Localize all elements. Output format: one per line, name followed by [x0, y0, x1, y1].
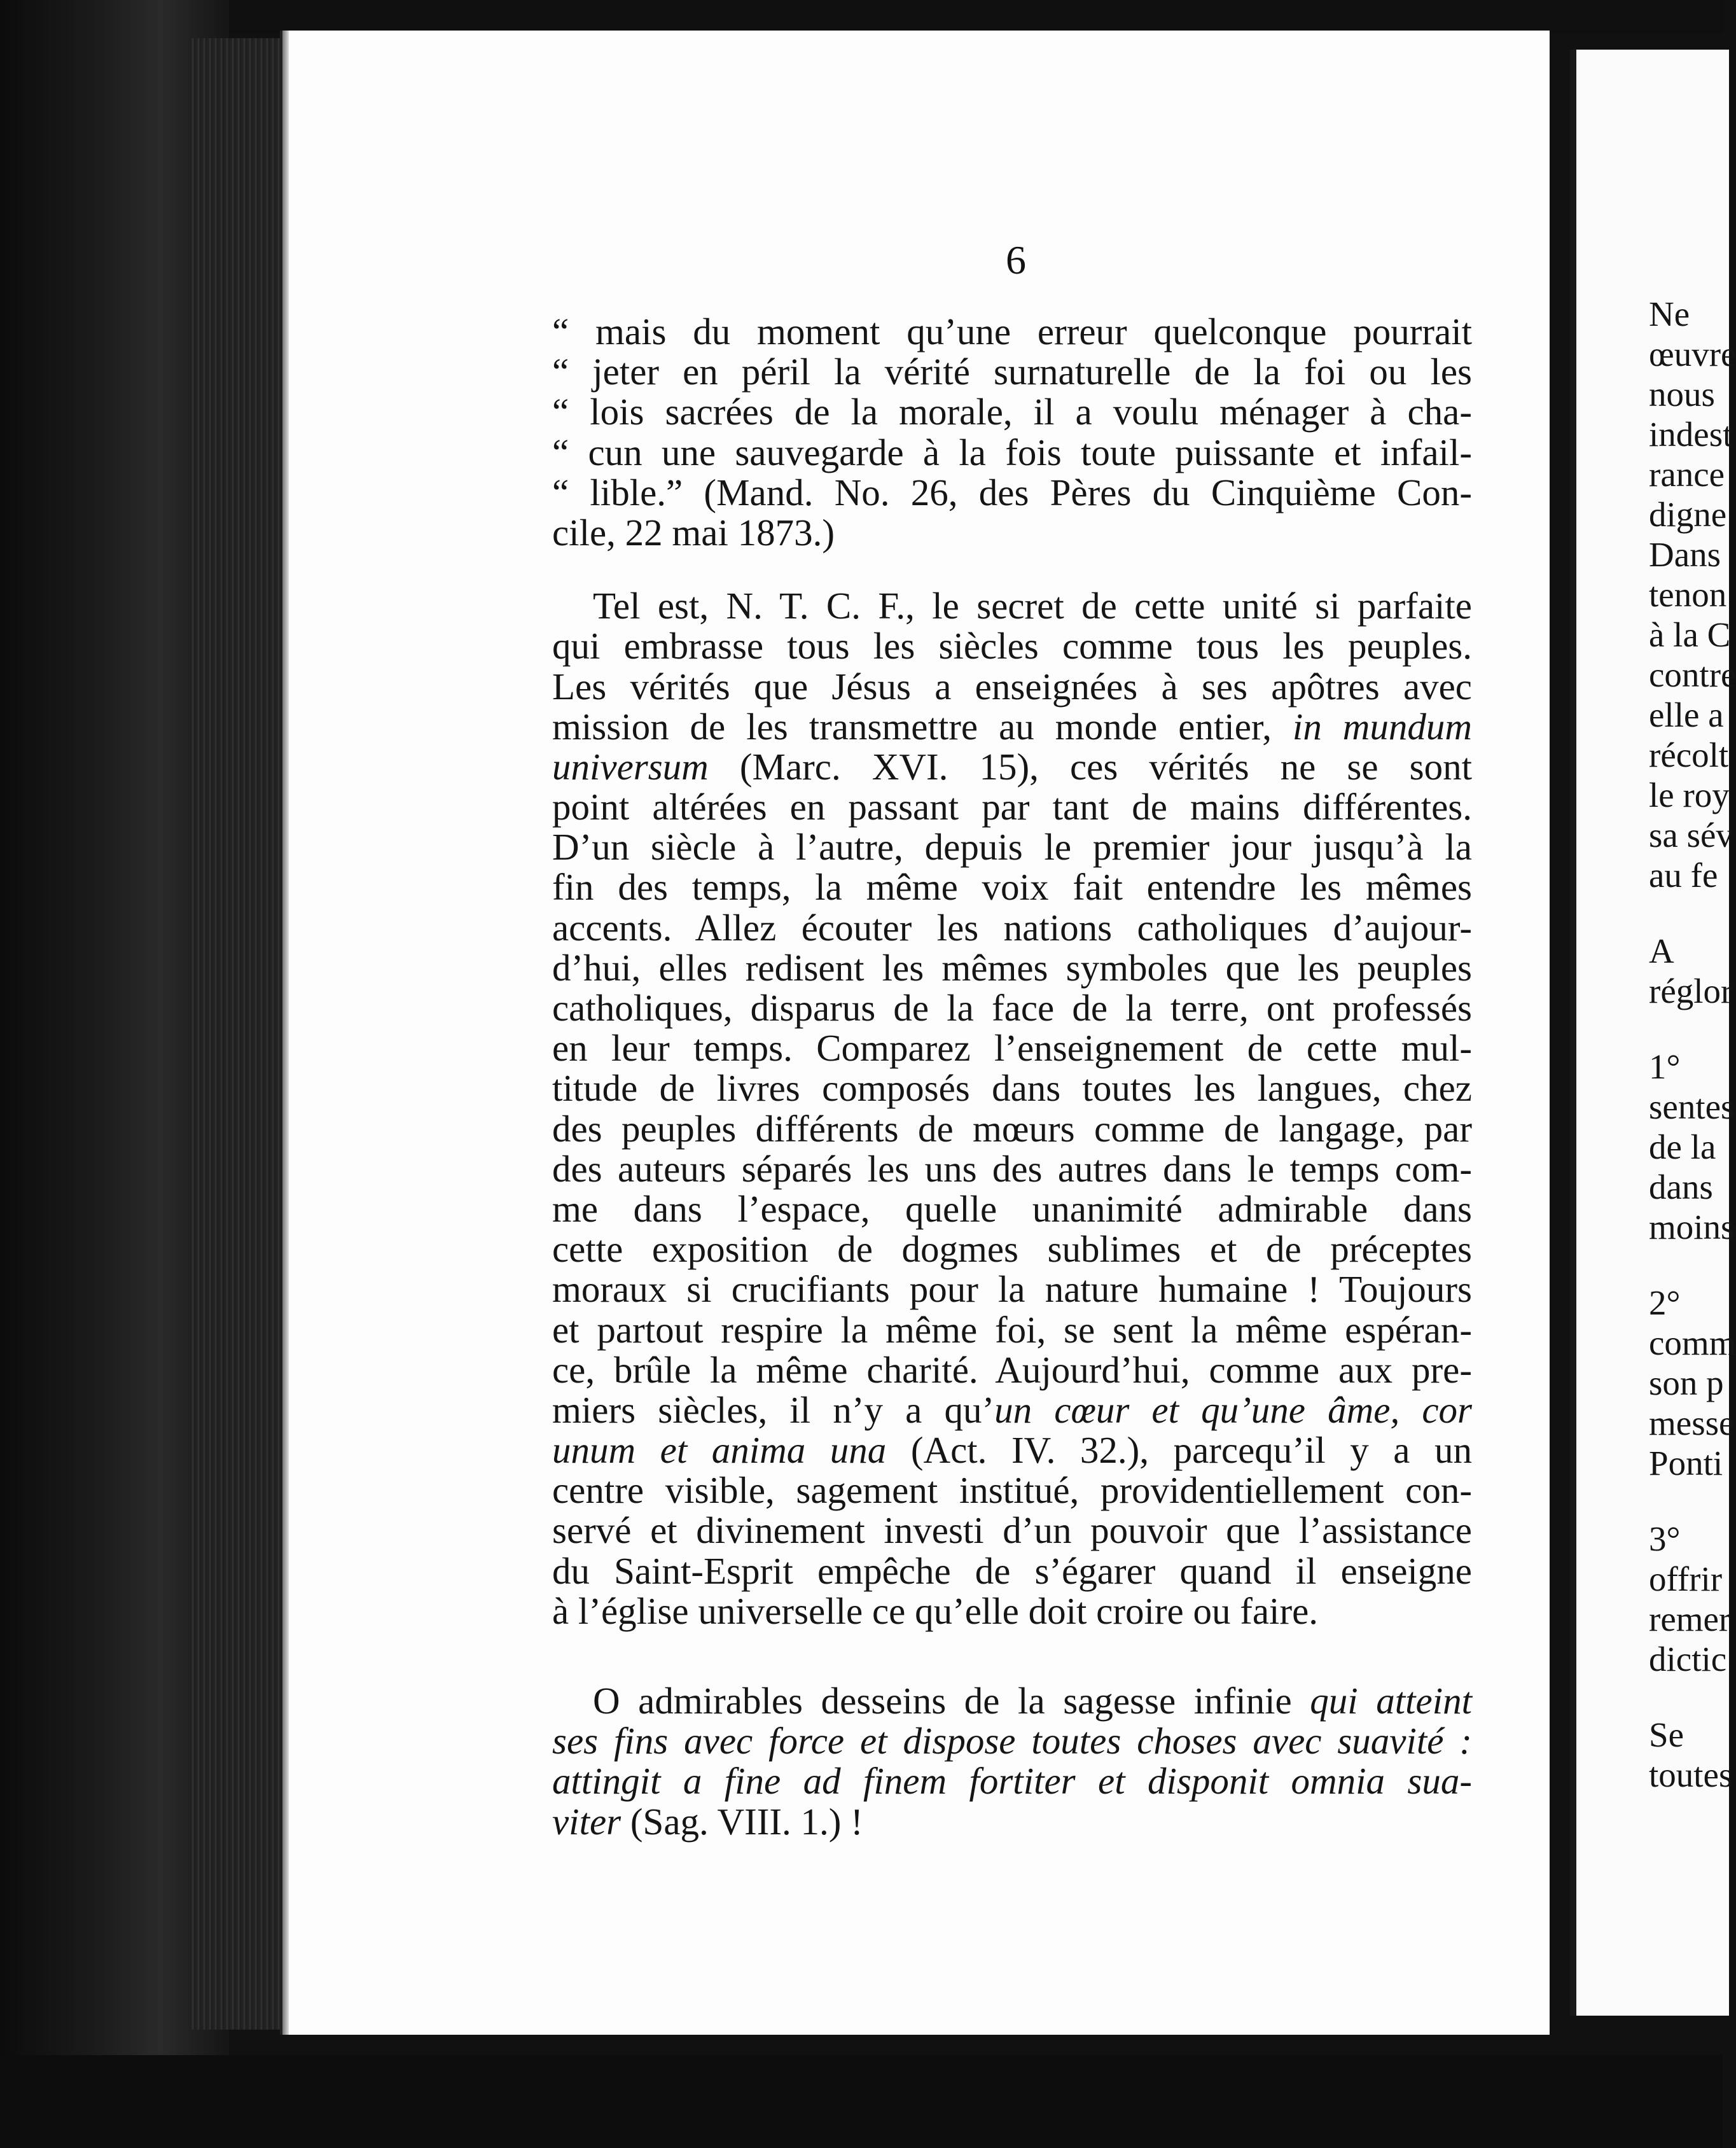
page-text: [552, 312, 1472, 1842]
italic-latin: unum et anima una: [552, 1429, 887, 1472]
text-line: “ jeter en péril la vérité surnaturelle de la foi ou les: [552, 351, 1472, 393]
facing-page-gap: [1649, 895, 1736, 931]
italic-latin: un cœur et qu’une âme, cor: [994, 1388, 1472, 1431]
text-line: point altérées en passant par tant de mains différentes.: [552, 786, 1472, 828]
facing-page-fragment: A: [1649, 931, 1674, 970]
text-line: des auteurs séparés les uns des autres dans le temps com-: [552, 1147, 1472, 1190]
facing-page-fragment: à la C: [1649, 615, 1731, 654]
facing-page-fragment: Ne: [1649, 295, 1690, 333]
text-line: “ lible.” (Mand. No. 26, des Pères du Cinquième Con-: [552, 471, 1472, 513]
text-line: du Saint-Esprit empêche de s’égarer quand il enseigne: [552, 1549, 1472, 1592]
text-run: miers siècles, il n’y a qu’: [552, 1388, 995, 1431]
text-line: me dans l’espace, quelle unanimité admirable dans: [552, 1187, 1472, 1230]
text-run: mission de les transmettre au monde entier,: [552, 705, 1293, 748]
text-line: accents. Allez écouter les nations catholiques d’aujour-: [552, 906, 1472, 949]
text-line: ce, brûle la même charité. Aujourd’hui, comme aux pre-: [552, 1348, 1472, 1391]
facing-page-fragment: de la: [1649, 1127, 1716, 1166]
text-line: catholiques, disparus de la face de la terre, ont professés: [552, 987, 1472, 1029]
facing-page-gap: [1649, 1011, 1736, 1047]
facing-page-fragment: 1°: [1649, 1047, 1681, 1086]
facing-page-fragment: 3°: [1649, 1519, 1681, 1558]
italic-text: ses fins avec force et dispose toutes choses avec suavité :: [552, 1720, 1472, 1762]
facing-page-fragment: remer: [1649, 1600, 1731, 1638]
text-line: [552, 1721, 1472, 1761]
text-line: [552, 1802, 1472, 1842]
scan-bottom-margin: [0, 2055, 1723, 2148]
facing-page-fragment: Dans: [1649, 535, 1721, 574]
facing-page-gap: [1649, 1679, 1736, 1715]
facing-page-fragment: toutes: [1649, 1755, 1733, 1794]
facing-page-fragment: nous: [1649, 375, 1715, 414]
text-line: [552, 747, 1472, 787]
text-run: (Sag. VIII. 1.) !: [621, 1800, 863, 1843]
facing-page-fragment: le roy: [1649, 776, 1730, 814]
facing-page-fragment: son p: [1649, 1363, 1724, 1402]
facing-page-fragment: offrir: [1649, 1559, 1723, 1598]
text-line: Les vérités que Jésus a enseignées à ses apôtres avec: [552, 665, 1472, 708]
text-line: servé et divinement investi d’un pouvoir que l’assistance: [552, 1509, 1472, 1552]
text-line: “ lois sacrées de la morale, il a voulu ménager à cha-: [552, 391, 1472, 433]
page-gutter-shadow: [282, 31, 289, 2035]
text-line: [552, 1761, 1472, 1801]
page-number: 6: [1006, 237, 1026, 282]
facing-page-gap: [1649, 1247, 1736, 1283]
facing-page-fragment: récolt: [1649, 736, 1729, 774]
text-line: [552, 1430, 1472, 1470]
text-line: des peuples différents de mœurs comme de langage, par: [552, 1107, 1472, 1150]
facing-page-fragment: 2°: [1649, 1283, 1681, 1322]
text-line: D’un siècle à l’autre, depuis le premier jour jusqu’à la: [552, 826, 1472, 868]
text-line: et partout respire la même foi, se sent la même espéran-: [552, 1308, 1472, 1351]
paragraph-wisdom: [552, 1681, 1472, 1842]
facing-page-fragment: réglor: [1649, 972, 1733, 1010]
facing-page-fragment: dictic: [1649, 1640, 1727, 1678]
text-line: [552, 707, 1472, 747]
italic-latin: viter: [552, 1800, 621, 1843]
facing-page-fragment: indest: [1649, 415, 1733, 454]
facing-page-fragment: Ponti: [1649, 1444, 1723, 1482]
facing-page-fragment: digne: [1649, 495, 1727, 534]
text-line: cette exposition de dogmes sublimes et de préceptes: [552, 1228, 1472, 1271]
italic-latin: universum: [552, 745, 709, 788]
text-run: (Act. IV. 32.), parcequ’il y a un: [886, 1429, 1472, 1472]
quotation-paragraph: [552, 312, 1472, 553]
text-line: cile, 22 mai 1873.): [552, 511, 835, 554]
paragraph-unity: [552, 586, 1472, 1631]
text-run: O admirables desseins de la sagesse infinie: [593, 1680, 1310, 1722]
facing-page-fragment: sa sév: [1649, 816, 1733, 854]
scan-top-margin: [0, 0, 1723, 33]
facing-page-gap: [1649, 1483, 1736, 1519]
italic-latin: in mundum: [1292, 705, 1472, 748]
text-line: titude de livres composés dans toutes les langues, chez: [552, 1067, 1472, 1110]
facing-page-fragment: au fe: [1649, 856, 1718, 895]
text-line: Tel est, N. T. C. F., le secret de cette unité si parfaite: [593, 585, 1472, 627]
italic-text: qui atteint: [1310, 1680, 1472, 1722]
facing-page-fragment: elle a: [1649, 695, 1724, 734]
text-line: fin des temps, la même voix fait entendre les mêmes: [552, 866, 1472, 909]
facing-page-fragment: œuvre: [1649, 335, 1736, 373]
text-line: moraux si crucifiants pour la nature humaine ! Toujours: [552, 1268, 1472, 1311]
facing-page-text-fragments: [1649, 294, 1736, 1795]
text-line: à l’église universelle ce qu’elle doit croire ou faire.: [552, 1589, 1319, 1632]
text-line: d’hui, elles redisent les mêmes symboles que les peuples: [552, 946, 1472, 989]
facing-page-fragment: contre: [1649, 655, 1736, 694]
book-spine-edges: [191, 38, 280, 2030]
italic-latin: attingit a fine ad finem fortiter et disponit omnia sua-: [552, 1760, 1472, 1803]
text-line: [552, 1390, 1472, 1430]
text-line: “ mais du moment qu’une erreur quelconque pourrait: [552, 310, 1472, 352]
facing-page-fragment: sentes: [1649, 1087, 1735, 1126]
text-line: en leur temps. Comparez l’enseignement de cette mul-: [552, 1027, 1472, 1070]
text-line: centre visible, sagement institué, providentiellement con-: [552, 1469, 1472, 1512]
facing-page-fragment: dans: [1649, 1168, 1713, 1206]
text-line: [552, 1681, 1472, 1721]
text-line: “ cun une sauvegarde à la fois toute puissante et infail-: [552, 431, 1472, 473]
text-run: (Marc. XVI. 15), ces vérités ne se sont: [708, 745, 1472, 788]
facing-page-fragment: moins: [1649, 1208, 1735, 1246]
facing-page-fragment: tenon: [1649, 575, 1727, 614]
facing-page-fragment: comm: [1649, 1323, 1736, 1362]
text-line: qui embrasse tous les siècles comme tous les peuples.: [552, 625, 1472, 667]
facing-page-fragment: rance: [1649, 455, 1725, 494]
facing-page-fragment: messe: [1649, 1404, 1735, 1442]
facing-page-fragment: Se: [1649, 1715, 1684, 1754]
